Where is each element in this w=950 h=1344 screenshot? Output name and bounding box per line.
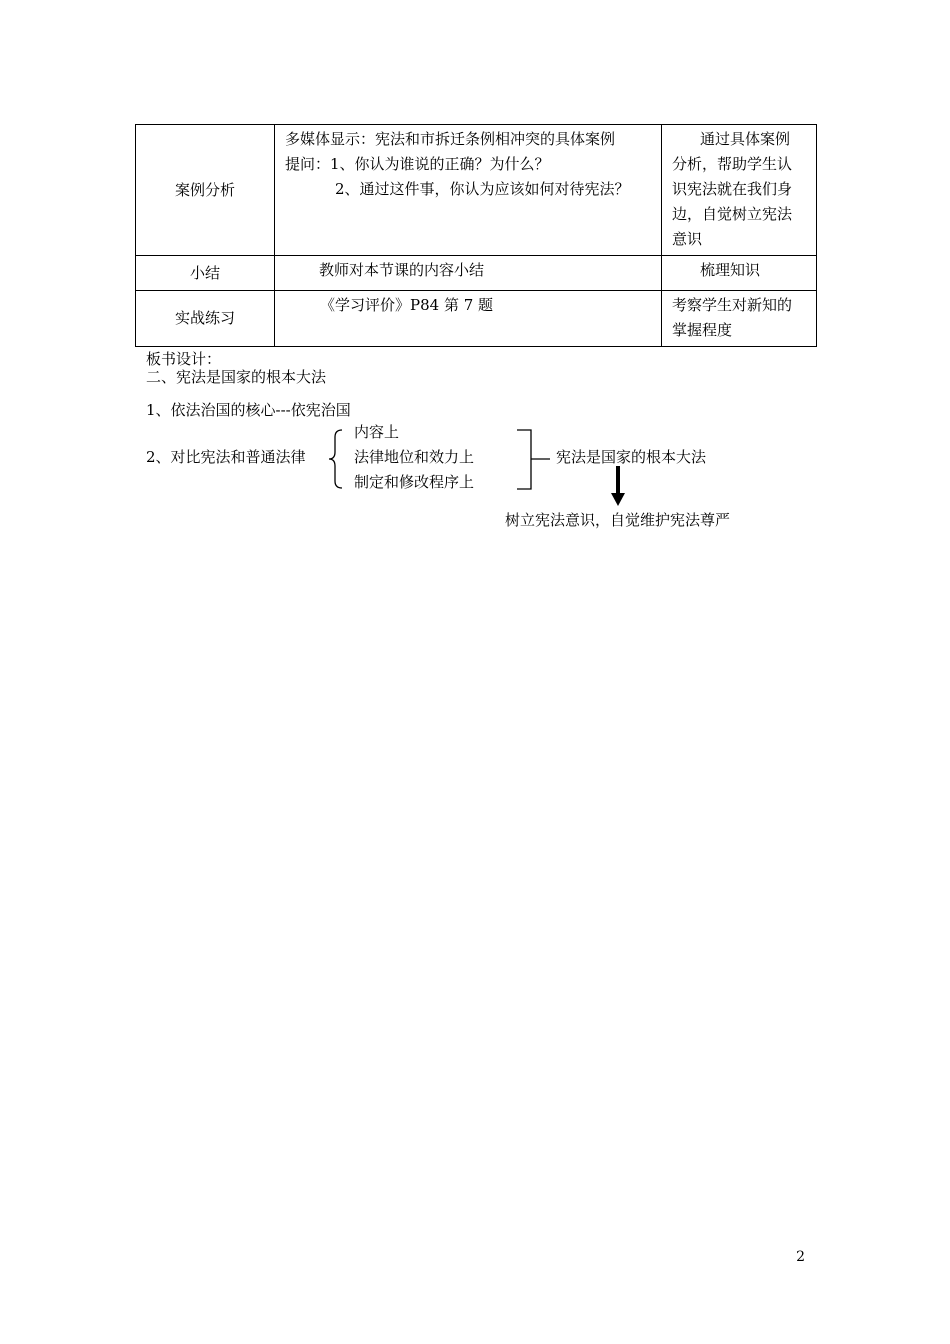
purpose-cell (662, 125, 817, 256)
content-line: 提问：1、你认为谁说的正确？为什么？ (285, 155, 550, 173)
right-bracket-icon (514, 428, 554, 492)
content-line: 《学习评价》P84 第 7 题 (320, 296, 494, 314)
content-line: 教师对本节课的内容小结 (319, 261, 485, 279)
board-result: 树立宪法意识，自觉维护宪法尊严 (505, 511, 731, 529)
compare-item: 制定和修改程序上 (354, 473, 475, 491)
content-line: 多媒体显示：宪法和市拆迁条例相冲突的具体案例 (285, 130, 616, 148)
purpose-line: 梳理知识 (700, 261, 761, 279)
board-heading: 板书设计： (146, 350, 222, 368)
board-conclusion: 宪法是国家的根本大法 (556, 448, 707, 466)
down-arrow-icon (609, 466, 627, 508)
purpose-line: 通过具体案例 (700, 130, 791, 148)
board-point-2: 2、对比宪法和普通法律 (146, 448, 306, 466)
purpose-line: 意识 (672, 230, 703, 248)
compare-item: 内容上 (354, 423, 400, 441)
lesson-table (135, 124, 817, 347)
purpose-cell (662, 256, 817, 291)
stage-cell: 案例分析 (136, 125, 275, 256)
table-row (136, 256, 817, 291)
content-cell (275, 125, 662, 256)
table-row (136, 125, 817, 256)
stage-cell: 实战练习 (136, 291, 275, 347)
purpose-line: 掌握程度 (672, 321, 733, 339)
stage-cell: 小结 (136, 256, 275, 291)
left-brace-icon (326, 428, 348, 490)
content-cell (275, 291, 662, 347)
purpose-line: 考察学生对新知的 (672, 296, 793, 314)
compare-item: 法律地位和效力上 (354, 448, 475, 466)
board-title: 二、宪法是国家的根本大法 (146, 368, 327, 386)
table-row (136, 291, 817, 347)
purpose-line: 分析，帮助学生认 (672, 155, 793, 173)
board-point-1: 1、依法治国的核心---依宪治国 (146, 401, 351, 419)
purpose-line: 边，自觉树立宪法 (672, 205, 793, 223)
content-cell (275, 256, 662, 291)
purpose-cell (662, 291, 817, 347)
content-line: 2、通过这件事，你认为应该如何对待宪法？ (335, 180, 630, 198)
page-number: 2 (796, 1249, 805, 1265)
purpose-line: 识宪法就在我们身 (672, 180, 793, 198)
